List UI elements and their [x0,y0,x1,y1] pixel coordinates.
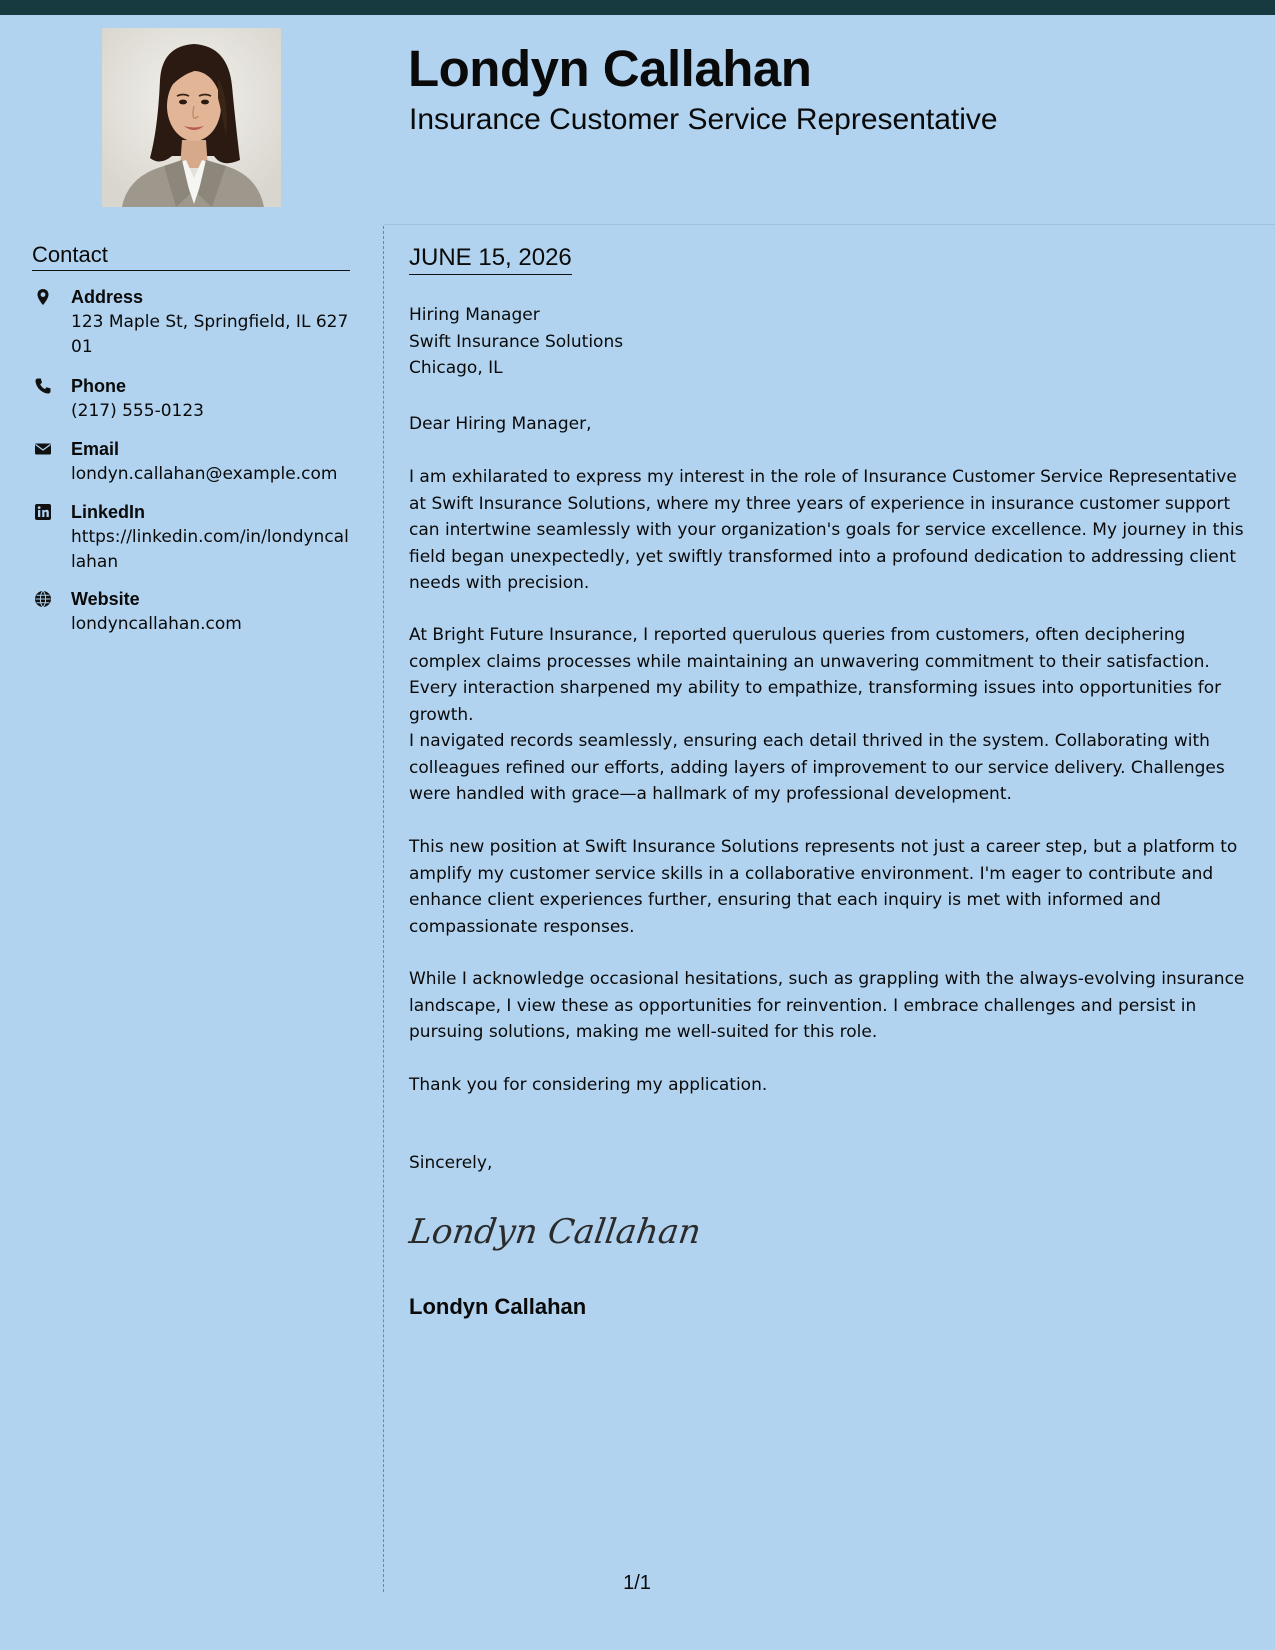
recipient-block [409,302,623,382]
thanks-line: Thank you for considering my application. [409,1075,768,1095]
contact-value: 123 Maple St, Springfield, IL 62701 [71,312,349,357]
avatar [102,28,281,207]
globe-icon [34,590,52,608]
salutation: Dear Hiring Manager, [409,414,592,434]
page-number: 1/1 [623,1572,651,1594]
linkedin-icon [34,503,52,521]
top-accent-bar [0,0,1275,15]
envelope-icon [34,440,52,458]
contact-label: Address [71,287,144,307]
signature-text: Londyn Callahan [406,1212,704,1252]
applicant-name: Londyn Callahan [408,40,812,97]
handwritten-signature [406,1201,704,1261]
phone-icon [34,377,52,395]
contact-label: Phone [71,376,127,396]
contact-label: Website [71,589,140,609]
letter-date: JUNE 15, 2026 [409,243,572,275]
letter-paragraph: At Bright Future Insurance, I reported querulous queries from customers, often deciphering complex claims processes while maintaining an unwavering commitment to their satisfaction. Every interaction sharpened my ability to empathize, transforming issues into opportunities for growth. [409,625,1222,725]
contact-value[interactable]: londyn.callahan@example.com [71,464,338,484]
letter-paragraph: I am exhilarated to express my interest in the role of Insurance Customer Service Representative at Swift Insurance Solutions, where my three years of experience in insurance customer support can intertwine seamlessly with your organization's goals for service excellence. My journey in this field began unexpectedly, yet swiftly transformed into a profound dedication to addressing client needs with precision. [409,467,1244,593]
letter-paragraph: I navigated records seamlessly, ensuring each detail thrived in the system. Collaborating with colleagues refined our efforts, adding layers of improvement to our service delivery. Challenges were handled with grace—a hallmark of my professional development. [409,731,1225,804]
closing-line: Sincerely, [409,1153,493,1173]
signer-name: Londyn Callahan [409,1294,587,1319]
letter-paragraph: This new position at Swift Insurance Solutions represents not just a career step, but a platform to amplify my customer service skills in a collaborative environment. I'm eager to contribute and enhance client experiences further, ensuring that each inquiry is met with informed and compassionate responses. [409,837,1238,937]
recipient-line: Chicago, IL [409,358,503,378]
header-divider [384,224,1275,225]
applicant-role: Insurance Customer Service Representative [409,103,998,136]
contact-value[interactable]: (217) 555-0123 [71,401,204,421]
recipient-line: Swift Insurance Solutions [409,331,624,352]
map-pin-icon [34,288,52,306]
letter-paragraph: While I acknowledge occasional hesitations, such as grappling with the always-evolving insurance landscape, I view these as opportunities for reinvention. I embrace challenges and persist in pursuing solutions, making me well-suited for this role. [409,969,1245,1042]
contact-value[interactable]: https://linkedin.com/in/londyncallahan [71,527,349,572]
recipient-line: Hiring Manager [409,305,540,325]
contact-label: Email [71,439,120,459]
column-divider [383,226,384,1592]
contact-label: LinkedIn [71,502,146,522]
contact-section-title: Contact [32,240,350,271]
contact-value[interactable]: londyncallahan.com [71,614,242,634]
